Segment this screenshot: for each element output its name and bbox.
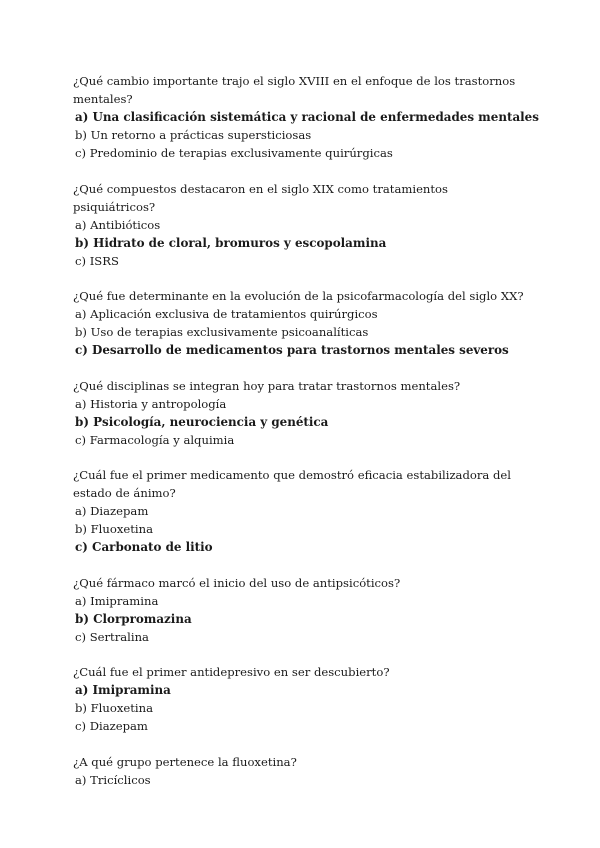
option-correct: a) Una clasificación sistemática y racional de enfermedades mentales (75, 110, 539, 124)
option: a) Antibióticos (75, 217, 161, 232)
option-list (73, 771, 533, 789)
option-correct: b) Hidrato de cloral, bromuros y escopolamina (75, 235, 387, 250)
option: c) Predominio de terapias exclusivamente quirúrgicas (75, 146, 393, 160)
option-correct: b) Clorpromazina (75, 611, 192, 626)
question-block (73, 663, 533, 735)
option-list (73, 502, 533, 556)
option: a) Imipramina (75, 593, 159, 608)
option: b) Un retorno a prácticas supersticiosas (75, 128, 312, 142)
option: a) Aplicación exclusiva de tratamientos quirúrgicos (75, 307, 378, 321)
option-list (73, 216, 533, 270)
question-block (73, 466, 533, 556)
option: c) Diazepam (75, 719, 148, 733)
option: b) Uso de terapias exclusivamente psicoanalíticas (75, 325, 369, 339)
option: c) Farmacología y alquimia (75, 432, 235, 447)
option-list (73, 305, 533, 359)
option-correct: c) Desarrollo de medicamentos para trastornos mentales severos (75, 343, 509, 357)
question-text: ¿Qué fármaco marcó el inicio del uso de antipsicóticos? (73, 575, 401, 590)
option-list (73, 681, 533, 735)
question-block (73, 753, 533, 789)
option-list (73, 395, 533, 449)
option: a) Tricíclicos (75, 772, 151, 787)
question-text: ¿Cuál fue el primer medicamento que demostró eficacia estabilizadora del estado de ánimo? (73, 468, 511, 500)
option: c) Sertralina (75, 629, 149, 644)
question-block (73, 377, 533, 449)
question-block (73, 574, 533, 646)
option-correct: a) Imipramina (75, 683, 171, 697)
option: b) Fluoxetina (75, 701, 153, 715)
question-block (73, 287, 533, 359)
option: a) Historia y antropología (75, 396, 227, 411)
question-list (73, 72, 539, 806)
option-correct: c) Carbonato de litio (75, 540, 213, 554)
option: c) ISRS (75, 253, 119, 268)
question-text: ¿Qué disciplinas se integran hoy para tratar trastornos mentales? (73, 378, 461, 393)
option: a) Diazepam (75, 504, 149, 518)
question-text: ¿Qué cambio importante trajo el siglo XVIII en el enfoque de los trastornos mentales? (73, 74, 516, 106)
question-text: ¿Qué fue determinante en la evolución de la psicofarmacología del siglo XX? (73, 289, 524, 303)
option: b) Fluoxetina (75, 522, 153, 536)
option-list (73, 592, 533, 646)
option-list (73, 108, 539, 162)
question-text: ¿A qué grupo pertenece la fluoxetina? (73, 754, 297, 769)
option-correct: b) Psicología, neurociencia y genética (75, 414, 329, 429)
question-block (73, 72, 539, 162)
question-text: ¿Cuál fue el primer antidepresivo en ser descubierto? (73, 665, 390, 679)
question-text: ¿Qué compuestos destacaron en el siglo XIX como tratamientos psiquiátricos? (73, 181, 448, 214)
question-block (73, 180, 533, 270)
